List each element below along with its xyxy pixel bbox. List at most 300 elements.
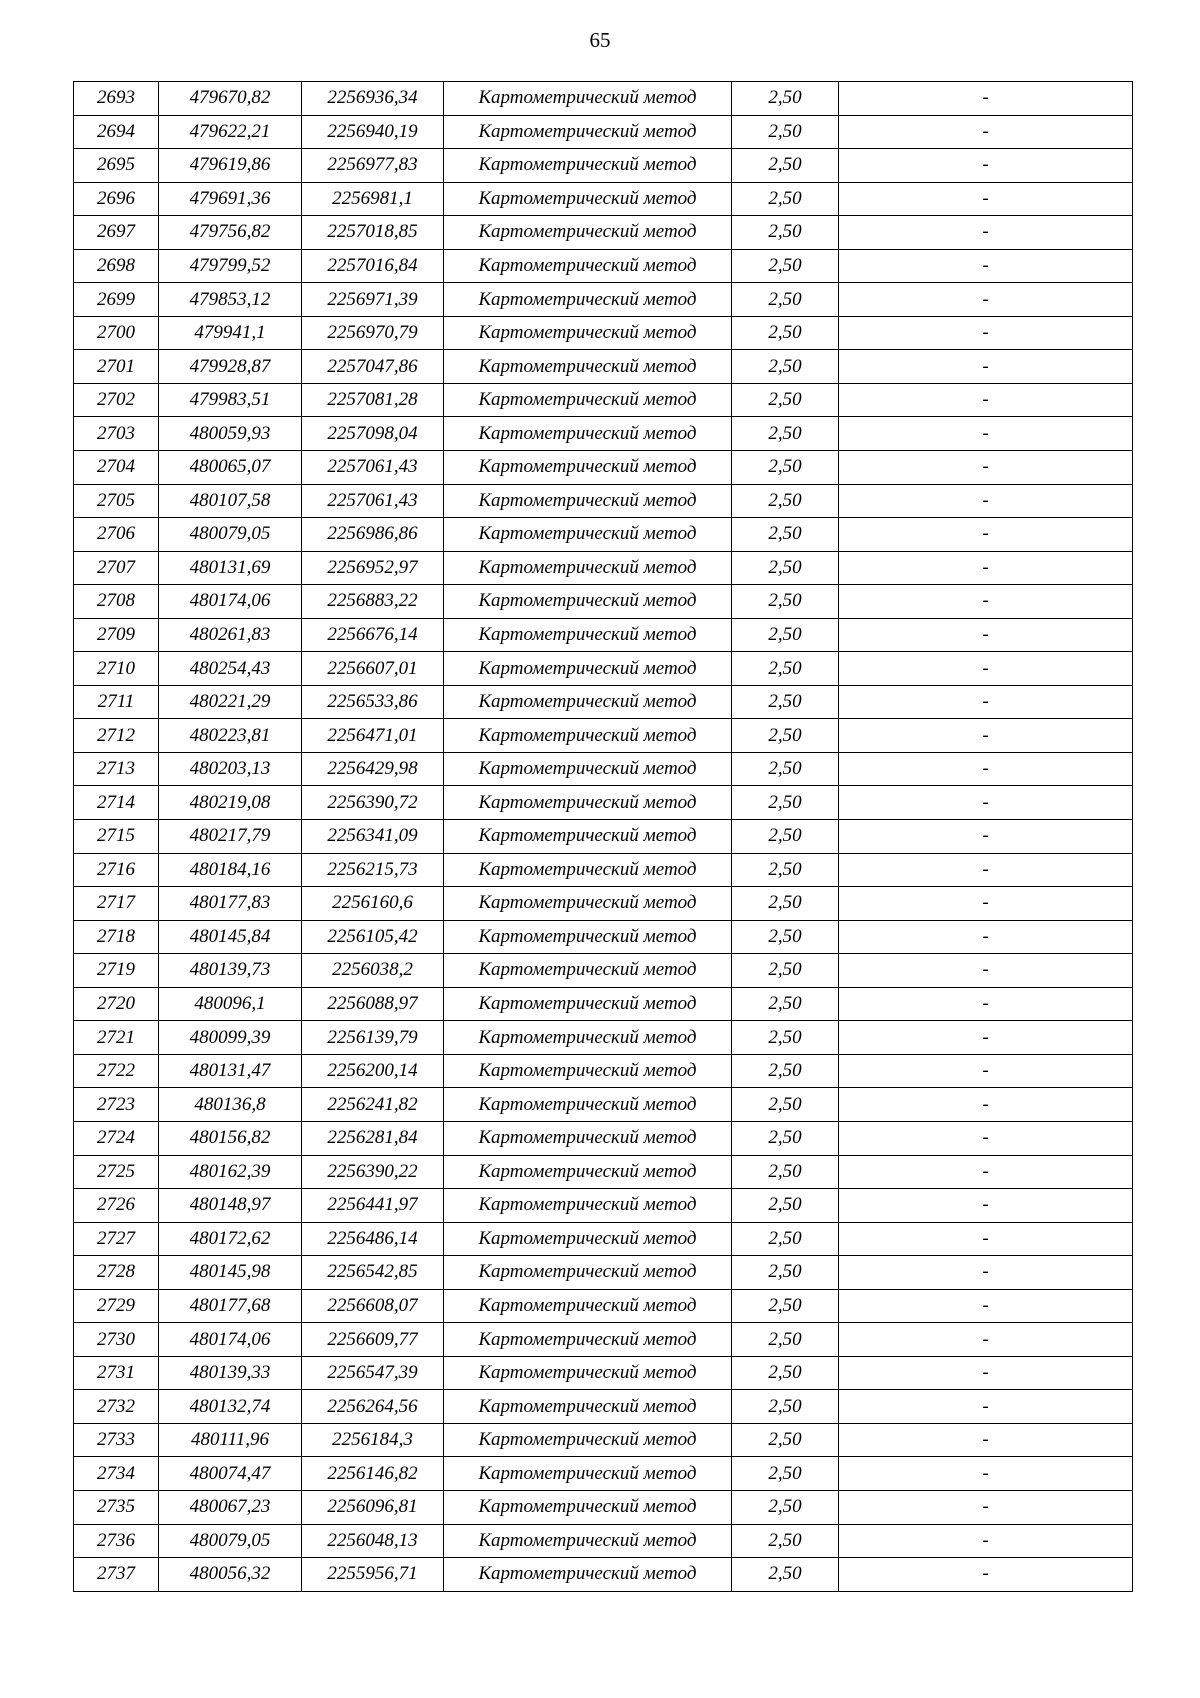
method-cell: Картометрический метод — [444, 149, 732, 183]
x-coordinate-cell: 480059,93 — [159, 417, 302, 451]
y-coordinate-cell: 2256281,84 — [302, 1121, 444, 1155]
description-cell: - — [839, 1054, 1133, 1088]
table-row — [74, 1189, 1133, 1223]
accuracy-cell: 2,50 — [732, 920, 839, 954]
method-cell: Картометрический метод — [444, 1558, 732, 1592]
accuracy-cell: 2,50 — [732, 417, 839, 451]
description-cell: - — [839, 1558, 1133, 1592]
point-number-cell: 2723 — [74, 1088, 159, 1122]
point-number-cell: 2728 — [74, 1256, 159, 1290]
coordinates-table-body — [74, 82, 1133, 1592]
description-cell: - — [839, 1423, 1133, 1457]
y-coordinate-cell: 2256977,83 — [302, 149, 444, 183]
accuracy-cell: 2,50 — [732, 685, 839, 719]
x-coordinate-cell: 479670,82 — [159, 82, 302, 116]
x-coordinate-cell: 479928,87 — [159, 350, 302, 384]
coordinates-table — [73, 81, 1133, 1592]
accuracy-cell: 2,50 — [732, 1155, 839, 1189]
accuracy-cell: 2,50 — [732, 820, 839, 854]
method-cell: Картометрический метод — [444, 1155, 732, 1189]
x-coordinate-cell: 480162,39 — [159, 1155, 302, 1189]
table-row — [74, 484, 1133, 518]
y-coordinate-cell: 2256184,3 — [302, 1423, 444, 1457]
x-coordinate-cell: 479853,12 — [159, 283, 302, 317]
description-cell: - — [839, 417, 1133, 451]
table-row — [74, 417, 1133, 451]
description-cell: - — [839, 518, 1133, 552]
accuracy-cell: 2,50 — [732, 1289, 839, 1323]
table-row — [74, 82, 1133, 116]
accuracy-cell: 2,50 — [732, 115, 839, 149]
description-cell: - — [839, 316, 1133, 350]
y-coordinate-cell: 2256048,13 — [302, 1524, 444, 1558]
x-coordinate-cell: 479619,86 — [159, 149, 302, 183]
description-cell: - — [839, 618, 1133, 652]
method-cell: Картометрический метод — [444, 551, 732, 585]
x-coordinate-cell: 480074,47 — [159, 1457, 302, 1491]
method-cell: Картометрический метод — [444, 1390, 732, 1424]
point-number-cell: 2709 — [74, 618, 159, 652]
point-number-cell: 2736 — [74, 1524, 159, 1558]
y-coordinate-cell: 2256264,56 — [302, 1390, 444, 1424]
method-cell: Картометрический метод — [444, 451, 732, 485]
accuracy-cell: 2,50 — [732, 853, 839, 887]
y-coordinate-cell: 2257098,04 — [302, 417, 444, 451]
x-coordinate-cell: 480131,47 — [159, 1054, 302, 1088]
point-number-cell: 2710 — [74, 652, 159, 686]
y-coordinate-cell: 2256676,14 — [302, 618, 444, 652]
method-cell: Картометрический метод — [444, 618, 732, 652]
method-cell: Картометрический метод — [444, 1323, 732, 1357]
point-number-cell: 2713 — [74, 752, 159, 786]
description-cell: - — [839, 182, 1133, 216]
point-number-cell: 2698 — [74, 249, 159, 283]
description-cell: - — [839, 920, 1133, 954]
method-cell: Картометрический метод — [444, 1490, 732, 1524]
description-cell: - — [839, 1021, 1133, 1055]
table-row — [74, 820, 1133, 854]
y-coordinate-cell: 2257081,28 — [302, 383, 444, 417]
point-number-cell: 2694 — [74, 115, 159, 149]
table-row — [74, 1021, 1133, 1055]
description-cell: - — [839, 283, 1133, 317]
point-number-cell: 2737 — [74, 1558, 159, 1592]
method-cell: Картометрический метод — [444, 417, 732, 451]
accuracy-cell: 2,50 — [732, 383, 839, 417]
table-row — [74, 987, 1133, 1021]
y-coordinate-cell: 2256341,09 — [302, 820, 444, 854]
page-number: 65 — [589, 28, 611, 52]
y-coordinate-cell: 2256200,14 — [302, 1054, 444, 1088]
y-coordinate-cell: 2256146,82 — [302, 1457, 444, 1491]
x-coordinate-cell: 480136,8 — [159, 1088, 302, 1122]
method-cell: Картометрический метод — [444, 752, 732, 786]
method-cell: Картометрический метод — [444, 820, 732, 854]
y-coordinate-cell: 2256547,39 — [302, 1356, 444, 1390]
y-coordinate-cell: 2256608,07 — [302, 1289, 444, 1323]
point-number-cell: 2711 — [74, 685, 159, 719]
accuracy-cell: 2,50 — [732, 283, 839, 317]
y-coordinate-cell: 2256609,77 — [302, 1323, 444, 1357]
table-row — [74, 1423, 1133, 1457]
description-cell: - — [839, 585, 1133, 619]
x-coordinate-cell: 480203,13 — [159, 752, 302, 786]
point-number-cell: 2718 — [74, 920, 159, 954]
method-cell: Картометрический метод — [444, 853, 732, 887]
point-number-cell: 2717 — [74, 887, 159, 921]
description-cell: - — [839, 1323, 1133, 1357]
description-cell: - — [839, 216, 1133, 250]
accuracy-cell: 2,50 — [732, 618, 839, 652]
description-cell: - — [839, 1356, 1133, 1390]
accuracy-cell: 2,50 — [732, 652, 839, 686]
description-cell: - — [839, 786, 1133, 820]
table-row — [74, 1356, 1133, 1390]
y-coordinate-cell: 2256542,85 — [302, 1256, 444, 1290]
method-cell: Картометрический метод — [444, 1524, 732, 1558]
accuracy-cell: 2,50 — [732, 1021, 839, 1055]
y-coordinate-cell: 2257018,85 — [302, 216, 444, 250]
table-row — [74, 685, 1133, 719]
point-number-cell: 2700 — [74, 316, 159, 350]
point-number-cell: 2735 — [74, 1490, 159, 1524]
method-cell: Картометрический метод — [444, 350, 732, 384]
y-coordinate-cell: 2256390,72 — [302, 786, 444, 820]
method-cell: Картометрический метод — [444, 585, 732, 619]
y-coordinate-cell: 2257061,43 — [302, 484, 444, 518]
x-coordinate-cell: 480145,84 — [159, 920, 302, 954]
y-coordinate-cell: 2256241,82 — [302, 1088, 444, 1122]
description-cell: - — [839, 1524, 1133, 1558]
description-cell: - — [839, 551, 1133, 585]
point-number-cell: 2707 — [74, 551, 159, 585]
x-coordinate-cell: 480217,79 — [159, 820, 302, 854]
point-number-cell: 2703 — [74, 417, 159, 451]
x-coordinate-cell: 480111,96 — [159, 1423, 302, 1457]
table-row — [74, 1121, 1133, 1155]
point-number-cell: 2702 — [74, 383, 159, 417]
accuracy-cell: 2,50 — [732, 350, 839, 384]
y-coordinate-cell: 2256936,34 — [302, 82, 444, 116]
table-row — [74, 350, 1133, 384]
y-coordinate-cell: 2256952,97 — [302, 551, 444, 585]
accuracy-cell: 2,50 — [732, 1256, 839, 1290]
description-cell: - — [839, 820, 1133, 854]
description-cell: - — [839, 987, 1133, 1021]
method-cell: Картометрический метод — [444, 987, 732, 1021]
description-cell: - — [839, 652, 1133, 686]
description-cell: - — [839, 149, 1133, 183]
table-row — [74, 182, 1133, 216]
method-cell: Картометрический метод — [444, 719, 732, 753]
point-number-cell: 2729 — [74, 1289, 159, 1323]
table-row — [74, 618, 1133, 652]
point-number-cell: 2732 — [74, 1390, 159, 1424]
method-cell: Картометрический метод — [444, 1256, 732, 1290]
method-cell: Картометрический метод — [444, 383, 732, 417]
y-coordinate-cell: 2256533,86 — [302, 685, 444, 719]
x-coordinate-cell: 480079,05 — [159, 1524, 302, 1558]
table-row — [74, 316, 1133, 350]
point-number-cell: 2724 — [74, 1121, 159, 1155]
accuracy-cell: 2,50 — [732, 1323, 839, 1357]
y-coordinate-cell: 2257047,86 — [302, 350, 444, 384]
y-coordinate-cell: 2256160,6 — [302, 887, 444, 921]
description-cell: - — [839, 115, 1133, 149]
table-row — [74, 1088, 1133, 1122]
point-number-cell: 2721 — [74, 1021, 159, 1055]
accuracy-cell: 2,50 — [732, 954, 839, 988]
accuracy-cell: 2,50 — [732, 1121, 839, 1155]
method-cell: Картометрический метод — [444, 1457, 732, 1491]
description-cell: - — [839, 719, 1133, 753]
x-coordinate-cell: 480156,82 — [159, 1121, 302, 1155]
method-cell: Картометрический метод — [444, 518, 732, 552]
accuracy-cell: 2,50 — [732, 82, 839, 116]
point-number-cell: 2701 — [74, 350, 159, 384]
accuracy-cell: 2,50 — [732, 987, 839, 1021]
accuracy-cell: 2,50 — [732, 1390, 839, 1424]
accuracy-cell: 2,50 — [732, 1054, 839, 1088]
method-cell: Картометрический метод — [444, 1356, 732, 1390]
accuracy-cell: 2,50 — [732, 518, 839, 552]
point-number-cell: 2719 — [74, 954, 159, 988]
y-coordinate-cell: 2256429,98 — [302, 752, 444, 786]
method-cell: Картометрический метод — [444, 1189, 732, 1223]
accuracy-cell: 2,50 — [732, 216, 839, 250]
accuracy-cell: 2,50 — [732, 1558, 839, 1592]
x-coordinate-cell: 480096,1 — [159, 987, 302, 1021]
y-coordinate-cell: 2255956,71 — [302, 1558, 444, 1592]
method-cell: Картометрический метод — [444, 484, 732, 518]
method-cell: Картометрический метод — [444, 786, 732, 820]
table-row — [74, 1558, 1133, 1592]
y-coordinate-cell: 2256970,79 — [302, 316, 444, 350]
description-cell: - — [839, 752, 1133, 786]
accuracy-cell: 2,50 — [732, 786, 839, 820]
description-cell: - — [839, 484, 1133, 518]
method-cell: Картометрический метод — [444, 1054, 732, 1088]
method-cell: Картометрический метод — [444, 82, 732, 116]
x-coordinate-cell: 480107,58 — [159, 484, 302, 518]
x-coordinate-cell: 479756,82 — [159, 216, 302, 250]
point-number-cell: 2734 — [74, 1457, 159, 1491]
accuracy-cell: 2,50 — [732, 1490, 839, 1524]
table-row — [74, 1222, 1133, 1256]
point-number-cell: 2714 — [74, 786, 159, 820]
x-coordinate-cell: 480254,43 — [159, 652, 302, 686]
table-row — [74, 283, 1133, 317]
accuracy-cell: 2,50 — [732, 887, 839, 921]
table-row — [74, 1390, 1133, 1424]
table-row — [74, 1490, 1133, 1524]
method-cell: Картометрический метод — [444, 182, 732, 216]
accuracy-cell: 2,50 — [732, 1423, 839, 1457]
table-row — [74, 1155, 1133, 1189]
point-number-cell: 2696 — [74, 182, 159, 216]
point-number-cell: 2722 — [74, 1054, 159, 1088]
x-coordinate-cell: 480177,68 — [159, 1289, 302, 1323]
method-cell: Картометрический метод — [444, 1121, 732, 1155]
accuracy-cell: 2,50 — [732, 551, 839, 585]
y-coordinate-cell: 2256986,86 — [302, 518, 444, 552]
point-number-cell: 2695 — [74, 149, 159, 183]
table-row — [74, 954, 1133, 988]
x-coordinate-cell: 480145,98 — [159, 1256, 302, 1290]
accuracy-cell: 2,50 — [732, 316, 839, 350]
accuracy-cell: 2,50 — [732, 585, 839, 619]
x-coordinate-cell: 480221,29 — [159, 685, 302, 719]
x-coordinate-cell: 480174,06 — [159, 1323, 302, 1357]
x-coordinate-cell: 480065,07 — [159, 451, 302, 485]
method-cell: Картометрический метод — [444, 652, 732, 686]
x-coordinate-cell: 479622,21 — [159, 115, 302, 149]
description-cell: - — [839, 1155, 1133, 1189]
accuracy-cell: 2,50 — [732, 719, 839, 753]
table-row — [74, 1524, 1133, 1558]
table-row — [74, 1323, 1133, 1357]
point-number-cell: 2726 — [74, 1189, 159, 1223]
x-coordinate-cell: 480139,73 — [159, 954, 302, 988]
y-coordinate-cell: 2256390,22 — [302, 1155, 444, 1189]
accuracy-cell: 2,50 — [732, 451, 839, 485]
accuracy-cell: 2,50 — [732, 149, 839, 183]
accuracy-cell: 2,50 — [732, 1457, 839, 1491]
description-cell: - — [839, 350, 1133, 384]
y-coordinate-cell: 2257016,84 — [302, 249, 444, 283]
table-row — [74, 585, 1133, 619]
y-coordinate-cell: 2256215,73 — [302, 853, 444, 887]
y-coordinate-cell: 2256940,19 — [302, 115, 444, 149]
table-row — [74, 1289, 1133, 1323]
table-row — [74, 853, 1133, 887]
point-number-cell: 2708 — [74, 585, 159, 619]
method-cell: Картометрический метод — [444, 1021, 732, 1055]
table-row — [74, 149, 1133, 183]
y-coordinate-cell: 2256607,01 — [302, 652, 444, 686]
point-number-cell: 2699 — [74, 283, 159, 317]
description-cell: - — [839, 383, 1133, 417]
description-cell: - — [839, 853, 1133, 887]
point-number-cell: 2720 — [74, 987, 159, 1021]
accuracy-cell: 2,50 — [732, 752, 839, 786]
y-coordinate-cell: 2256883,22 — [302, 585, 444, 619]
x-coordinate-cell: 480131,69 — [159, 551, 302, 585]
x-coordinate-cell: 480223,81 — [159, 719, 302, 753]
table-row — [74, 383, 1133, 417]
accuracy-cell: 2,50 — [732, 1356, 839, 1390]
y-coordinate-cell: 2256971,39 — [302, 283, 444, 317]
method-cell: Картометрический метод — [444, 316, 732, 350]
y-coordinate-cell: 2256139,79 — [302, 1021, 444, 1055]
description-cell: - — [839, 82, 1133, 116]
y-coordinate-cell: 2256038,2 — [302, 954, 444, 988]
table-row — [74, 1457, 1133, 1491]
point-number-cell: 2693 — [74, 82, 159, 116]
y-coordinate-cell: 2256486,14 — [302, 1222, 444, 1256]
description-cell: - — [839, 1189, 1133, 1223]
method-cell: Картометрический метод — [444, 685, 732, 719]
table-row — [74, 115, 1133, 149]
method-cell: Картометрический метод — [444, 1222, 732, 1256]
table-row — [74, 752, 1133, 786]
method-cell: Картометрический метод — [444, 887, 732, 921]
y-coordinate-cell: 2256471,01 — [302, 719, 444, 753]
method-cell: Картометрический метод — [444, 1423, 732, 1457]
description-cell: - — [839, 1289, 1133, 1323]
table-row — [74, 451, 1133, 485]
point-number-cell: 2733 — [74, 1423, 159, 1457]
description-cell: - — [839, 1490, 1133, 1524]
table-row — [74, 920, 1133, 954]
point-number-cell: 2706 — [74, 518, 159, 552]
table-row — [74, 719, 1133, 753]
y-coordinate-cell: 2256981,1 — [302, 182, 444, 216]
description-cell: - — [839, 451, 1133, 485]
x-coordinate-cell: 479983,51 — [159, 383, 302, 417]
x-coordinate-cell: 479799,52 — [159, 249, 302, 283]
accuracy-cell: 2,50 — [732, 249, 839, 283]
point-number-cell: 2704 — [74, 451, 159, 485]
table-row — [74, 1054, 1133, 1088]
table-row — [74, 216, 1133, 250]
accuracy-cell: 2,50 — [732, 182, 839, 216]
x-coordinate-cell: 480139,33 — [159, 1356, 302, 1390]
point-number-cell: 2725 — [74, 1155, 159, 1189]
x-coordinate-cell: 480172,62 — [159, 1222, 302, 1256]
x-coordinate-cell: 480177,83 — [159, 887, 302, 921]
method-cell: Картометрический метод — [444, 283, 732, 317]
method-cell: Картометрический метод — [444, 216, 732, 250]
x-coordinate-cell: 480148,97 — [159, 1189, 302, 1223]
description-cell: - — [839, 1088, 1133, 1122]
point-number-cell: 2712 — [74, 719, 159, 753]
description-cell: - — [839, 1256, 1133, 1290]
x-coordinate-cell: 480056,32 — [159, 1558, 302, 1592]
point-number-cell: 2715 — [74, 820, 159, 854]
description-cell: - — [839, 887, 1133, 921]
x-coordinate-cell: 480174,06 — [159, 585, 302, 619]
x-coordinate-cell: 480099,39 — [159, 1021, 302, 1055]
point-number-cell: 2716 — [74, 853, 159, 887]
method-cell: Картометрический метод — [444, 920, 732, 954]
point-number-cell: 2731 — [74, 1356, 159, 1390]
x-coordinate-cell: 480184,16 — [159, 853, 302, 887]
method-cell: Картометрический метод — [444, 1289, 732, 1323]
description-cell: - — [839, 1457, 1133, 1491]
point-number-cell: 2705 — [74, 484, 159, 518]
description-cell: - — [839, 1222, 1133, 1256]
method-cell: Картометрический метод — [444, 249, 732, 283]
table-row — [74, 249, 1133, 283]
description-cell: - — [839, 1390, 1133, 1424]
table-row — [74, 518, 1133, 552]
table-row — [74, 1256, 1133, 1290]
y-coordinate-cell: 2256105,42 — [302, 920, 444, 954]
table-row — [74, 551, 1133, 585]
point-number-cell: 2727 — [74, 1222, 159, 1256]
y-coordinate-cell: 2257061,43 — [302, 451, 444, 485]
table-row — [74, 887, 1133, 921]
method-cell: Картометрический метод — [444, 115, 732, 149]
x-coordinate-cell: 480132,74 — [159, 1390, 302, 1424]
x-coordinate-cell: 480079,05 — [159, 518, 302, 552]
x-coordinate-cell: 480067,23 — [159, 1490, 302, 1524]
accuracy-cell: 2,50 — [732, 484, 839, 518]
x-coordinate-cell: 479941,1 — [159, 316, 302, 350]
accuracy-cell: 2,50 — [732, 1524, 839, 1558]
method-cell: Картометрический метод — [444, 1088, 732, 1122]
